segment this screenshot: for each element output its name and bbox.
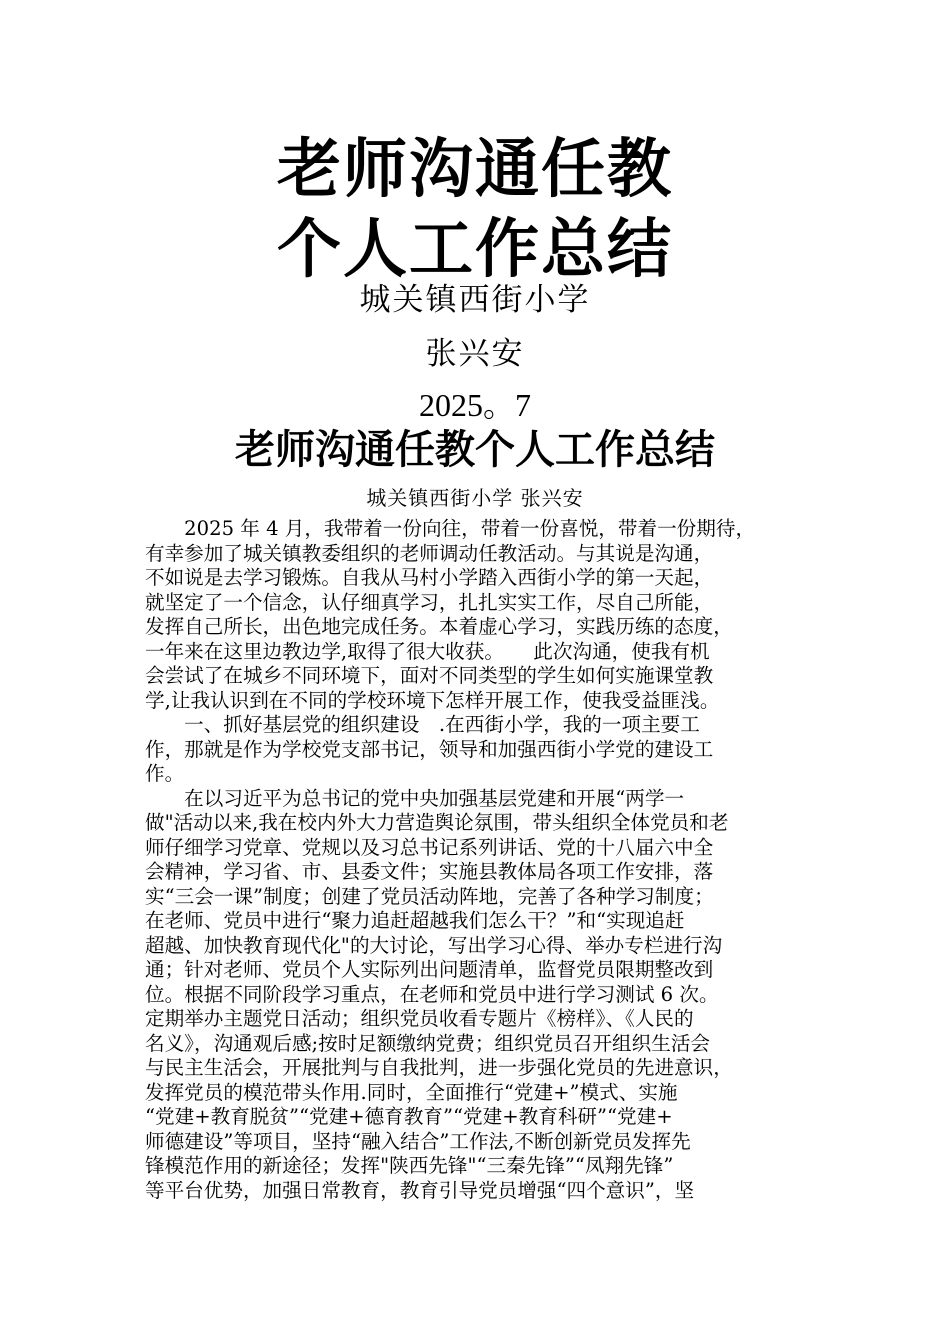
body-line: 通；针对老师、党员个人实际列出问题清单，监督党员限期整改到 <box>145 958 714 981</box>
body-line: 发挥自己所长，出色地完成任务。本着虚心学习，实践历练的态度， <box>145 615 733 638</box>
body-line: 一年来在这里边教边学,取得了很大收获。 此次沟通，使我有机 <box>145 639 710 663</box>
body-line: 学,让我认识到在不同的学校环境下怎样开展工作，使我受益匪浅。 <box>145 688 720 712</box>
body-line: 会精神，学习省、市、县委文件；实施县教体局各项工作安排，落 <box>145 860 714 883</box>
body-line: 在以习近平为总书记的党中央加强基层党建和开展“两学一 <box>145 786 685 810</box>
body-line: 作。 <box>145 762 185 785</box>
document-body <box>145 517 821 1203</box>
body-line: 名义》，沟通观后感;按时足额缴纳党费；组织党员召开组织生活会 <box>145 1031 711 1055</box>
cover-school-name: 城关镇西街小学 <box>359 282 591 318</box>
body-line: 发挥党员的模范带头作用.同时，全面推行“党建+”模式、实施 <box>145 1080 678 1104</box>
body-line: 2025 年 4 月，我带着一份向往，带着一份喜悦，带着一份期待， <box>145 517 756 540</box>
body-line: 在老师、党员中进行“聚力追赶超越我们怎么干？”和“实现追赶 <box>145 909 685 932</box>
body-line: 不如说是去学习锻炼。自我从马村小学踏入西街小学的第一天起， <box>145 566 714 589</box>
body-line: 位。根据不同阶段学习重点，在老师和党员中进行学习测试 6 次。 <box>145 982 719 1006</box>
body-line: 定期举办主题党日活动；组织党员收看专题片《榜样》、《人民的 <box>145 1007 694 1030</box>
body-line: 作，那就是作为学校党支部书记，领导和加强西街小学党的建设工 <box>145 737 714 761</box>
body-line: 与民主生活会，开展批判与自我批判，进一步强化党员的先进意识， <box>145 1056 733 1079</box>
body-line: 做"活动以来,我在校内外大力营造舆论氛围，带头组织全体党员和老 <box>145 811 729 834</box>
cover-title-line-2: 个人工作总结 <box>277 213 673 287</box>
body-line: 就坚定了一个信念，认仔细真学习，扎扎实实工作，尽自己所能， <box>145 590 714 614</box>
body-line: 师仔细学习党章、党规以及习总书记系列讲话、党的十八届六中全 <box>145 835 714 859</box>
cover-date: 2025。7 <box>418 387 531 423</box>
cover-author-name: 张兴安 <box>425 336 525 372</box>
body-line: 超越、加快教育现代化"的大讨论，写出学习心得、举办专栏进行沟 <box>145 933 723 957</box>
document-title: 老师沟通任教个人工作总结 <box>235 427 715 473</box>
cover-title-line-1: 老师沟通任教 <box>277 133 673 207</box>
body-line: 锋模范作用的新途径；发挥"陕西先锋"“三秦先锋”“凤翔先锋” <box>145 1154 674 1177</box>
document-byline: 城关镇西街小学 张兴安 <box>366 486 584 510</box>
body-line: 实“三会一课”制度；创建了党员活动阵地，完善了各种学习制度； <box>145 884 714 908</box>
body-line: 师德建设”等项目，坚持“融入结合”工作法,不断创新党员发挥先 <box>145 1129 691 1153</box>
body-line: 会尝试了在城乡不同环境下，面对不同类型的学生如何实施课堂教 <box>145 664 714 687</box>
body-line: 有幸参加了城关镇教委组织的老师调动任教活动。与其说是沟通， <box>145 541 714 565</box>
body-line: 一、抓好基层党的组织建设 .在西街小学，我的一项主要工 <box>145 713 700 736</box>
body-line: “党建+教育脱贫”“党建+德育教育”“党建+教育科研”“党建+ <box>145 1105 673 1128</box>
body-line: 等平台优势，加强日常教育，教育引导党员增强“四个意识”，坚 <box>145 1178 695 1202</box>
